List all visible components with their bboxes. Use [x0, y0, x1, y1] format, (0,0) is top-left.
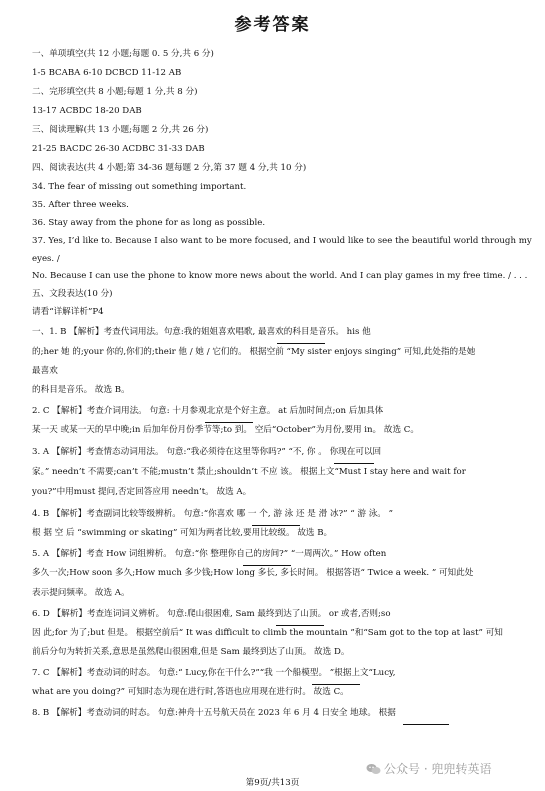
explanation-line: 根 据 空 后 “swimming or skating” 可知为两者比较,要用比较级。 故选 B。 [32, 528, 333, 538]
watermark-text: 公众号 · 兜兜转英语 [384, 762, 492, 776]
explanation-line: 一、1. B 【解析】考查代词用法。句意:我的姐姐喜欢唱歌, 最喜欢的科目是音乐。 his 他 [32, 327, 371, 337]
section-heading-2: 二、完形填空(共 8 小题;每题 1 分,共 8 分) [32, 87, 198, 97]
explanation-line: 2. C 【解析】考查介词用法。 句意: 十月参观北京是个好主意。 at 后加时间点;on 后加具体 [32, 406, 384, 416]
explanation-line: 前后分句为转折关系,意思是虽然爬山很困难,但是 Sam 最终到达了山顶。 故选 D。 [32, 647, 350, 657]
section-heading-4: 四、阅读表达(共 4 小题;第 34-36 题每题 2 分,第 37 题 4 分,共 10 分) [32, 163, 307, 173]
explanation-line: 多久一次;How soon 多久;How much 多少钱;How long 多长, 多长时间。 根据答语“ Twice a week. ” 可知此处 [32, 568, 474, 578]
explanation-line: 家。” needn’t 不需要;can’t 不能;mustn’t 禁止;shouldn’t 不应 该。 根据上文“Must I stay here and wait for [32, 467, 466, 477]
answer-line: 1-5 BCABA 6-10 DCBCD 11-12 AB [32, 68, 182, 78]
explanation-line: 的科目是音乐。 故选 B。 [32, 385, 130, 395]
wechat-icon [366, 763, 381, 775]
explanation-line: 的;her 她 的;your 你的,你们的;their 他 / 她 / 它们的。 根据空前 “My sister enjoys singing” 可知,此处指的是她 [32, 347, 476, 357]
explanation-line: you?”中用must 提问,否定回答应用 needn’t。 故选 A。 [32, 487, 252, 497]
page-title: 参考答案 [234, 15, 311, 35]
explanation-line: 7. C 【解析】考查动词的时态。 句意:“ Lucy,你在干什么?”“我 一个船模型。 ”根据上文“Lucy, [32, 668, 396, 678]
explanation-line: 某一天 或某一天的早中晚;in 后加年份月份季节等;to 到。 空后“October”为月份,要用 in。 故选 C。 [32, 425, 419, 435]
explanation-line: 表示提问频率。 故选 A。 [32, 588, 130, 598]
answer-line: 37. Yes, I’d like to. Because I also want to be more focused, and I would like to see the beautiful world through my [32, 236, 532, 246]
answer-line: 35. After three weeks. [32, 200, 129, 210]
blank-line [276, 617, 324, 626]
section-heading-1: 一、单项填空(共 12 小题;每题 0. 5 分,共 6 分) [32, 49, 214, 59]
answer-line: 34. The fear of missing out something important. [32, 182, 247, 192]
answer-line: 13-17 ACBDC 18-20 DAB [32, 106, 142, 116]
blank-line [277, 335, 325, 344]
explanation-line: 5. A 【解析】考查 How 词组辨析。 句意:“你 整理你自己的房间?” “一周两次。” How often [32, 549, 387, 559]
answer-line: eyes. / [32, 254, 60, 264]
explanation-line: 6. D 【解析】考查连词词义辨析。 句意:爬山很困难, Sam 最终到达了山顶。 or 或者,否则;so [32, 609, 391, 619]
blank-line [252, 517, 300, 526]
explanation-line: 最喜欢 [32, 366, 58, 376]
blank-line [205, 414, 253, 423]
explanation-line: 因 此;for 为了;but 但是。 根据空前后“ It was difficult to climb the mountain ”和“Sam got to the top at last” 可知 [32, 628, 503, 638]
answer-line: 请看“详解详析”P4 [32, 307, 104, 317]
watermark [366, 760, 491, 777]
answer-line: No. Because I can use the phone to know more news about the world. And I can play games in my free time. / . . . [32, 271, 528, 281]
explanation-line: 3. A 【解析】考查情态动词用法。 句意:“我必须待在这里等你吗?” “不, 你 。 你现在可以回 [32, 447, 382, 457]
blank-line [243, 557, 291, 566]
explanation-line: 8. B 【解析】考查动词的时态。 句意:神舟十五号航天员在 2023 年 6 月 4 日安全 地球。 根据 [32, 708, 396, 718]
blank-line [403, 716, 449, 725]
blank-line [334, 455, 374, 464]
explanation-line: what are you doing?” 可知时态为现在进行时,答语也应用现在进行时。 故选 C。 [32, 687, 349, 697]
section-heading-3: 三、阅读理解(共 13 小题;每题 2 分,共 26 分) [32, 125, 209, 135]
explanation-line: 4. B 【解析】考查副词比较等级辨析。 句意:“你喜欢 哪 一 个, 游 泳 还 是 滑 冰?” “ 游 泳。 ” [32, 509, 394, 519]
page-number: 第9页/共13页 [245, 778, 300, 788]
answer-line: 36. Stay away from the phone for as long as possible. [32, 218, 266, 228]
blank-line [312, 676, 360, 685]
answer-line: 21-25 BACDC 26-30 ACDBC 31-33 DAB [32, 144, 205, 154]
section-heading-5: 五、文段表达(10 分) [32, 289, 113, 299]
